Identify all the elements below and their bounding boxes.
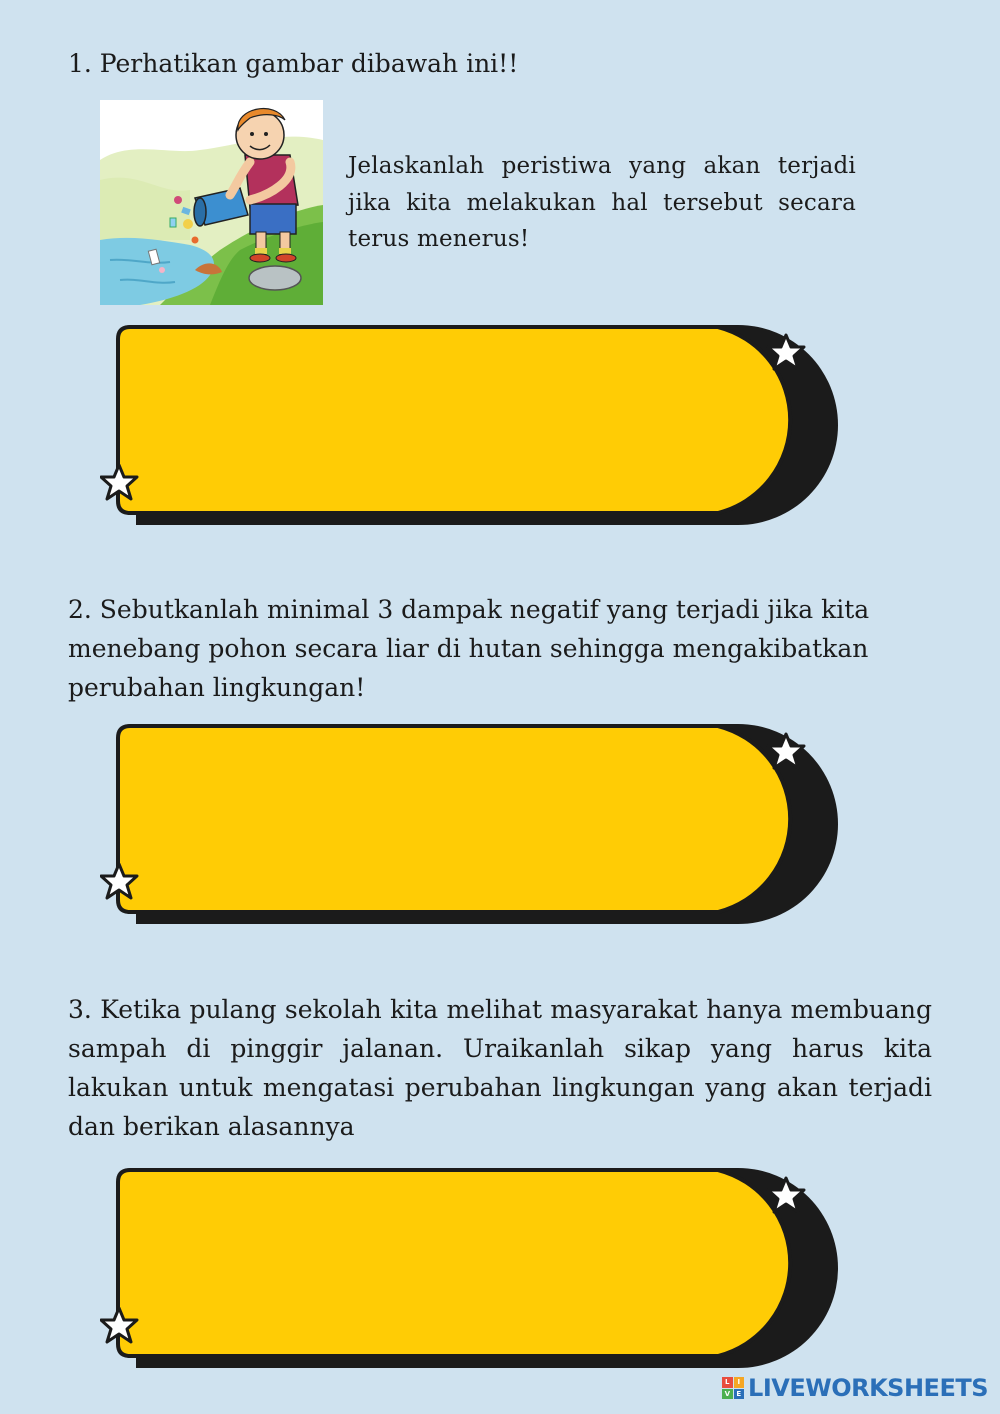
boy-dumping-trash-illustration xyxy=(100,100,323,305)
liveworksheets-logo-icon: L I V E xyxy=(722,1377,744,1399)
answer-2-input[interactable] xyxy=(134,734,768,888)
answer-1-input[interactable] xyxy=(134,335,768,489)
answer-box-2[interactable] xyxy=(100,714,840,934)
question-3-text: 3. Ketika pulang sekolah kita melihat masyarakat hanya membuang sampah di pinggir jalanan. Uraikanlah sikap yang harus kita lakukan untuk mengatasi perubahan lingkungan yang akan terjadi dan berikan alasannya xyxy=(68,995,932,1141)
question-2-text: 2. Sebutkanlah minimal 3 dampak negatif yang terjadi jika kita menebang pohon secara liar di hutan sehingga mengakibatkan perubahan lingkungan! xyxy=(68,595,870,702)
question-1-title: 1. Perhatikan gambar dibawah ini!! xyxy=(68,49,519,78)
answer-box-3[interactable] xyxy=(100,1158,840,1378)
answer-3-input[interactable] xyxy=(134,1178,768,1332)
liveworksheets-logo-text: LIVEWORKSHEETS xyxy=(748,1374,988,1402)
liveworksheets-logo[interactable] xyxy=(722,1372,988,1404)
question-1-description: Jelaskanlah peristiwa yang akan terjadi jika kita melakukan hal tersebut secara terus menerus! xyxy=(348,153,856,252)
answer-box-1[interactable] xyxy=(100,315,840,535)
